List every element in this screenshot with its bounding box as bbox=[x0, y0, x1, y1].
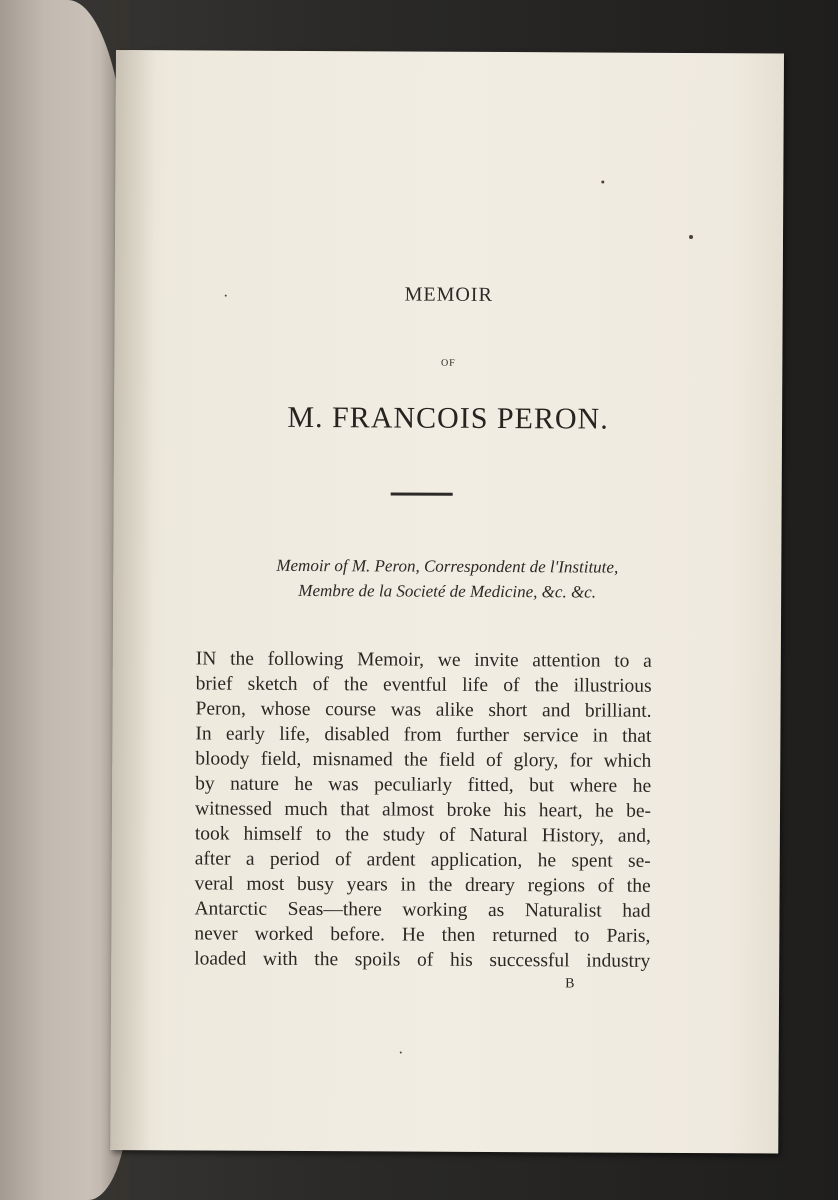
body-line: never worked before. He then returned to Paris, bbox=[194, 923, 651, 947]
signature-mark: B bbox=[565, 976, 575, 992]
body-paragraph bbox=[194, 646, 652, 973]
body-line: In early life, disabled from further service in that bbox=[195, 723, 652, 747]
body-line: IN the following Memoir, we invite attention to a bbox=[195, 648, 652, 672]
body-line: brief sketch of the eventful life of the illustrious bbox=[195, 673, 652, 697]
body-line: by nature he was peculiarly fitted, but where he bbox=[195, 773, 652, 797]
heading-name: M. FRANCOIS PERON. bbox=[287, 400, 609, 436]
body-line: after a period of ardent application, he spent se- bbox=[194, 848, 651, 872]
heading-memoir: MEMOIR bbox=[404, 283, 493, 306]
subtitle bbox=[113, 552, 781, 605]
body-line: veral most busy years in the dreary regions of the bbox=[194, 873, 651, 897]
heading-of: OF bbox=[440, 357, 456, 369]
title-rule bbox=[391, 492, 453, 495]
body-line: took himself to the study of Natural History, and, bbox=[194, 823, 651, 847]
paper-speck bbox=[689, 235, 693, 239]
body-line: Antarctic Seas—there working as Naturalist had bbox=[194, 898, 651, 922]
body-line: bloody field, misnamed the field of glory, for which bbox=[195, 748, 652, 772]
paper-speck bbox=[400, 1051, 402, 1053]
book-page bbox=[110, 50, 784, 1153]
paper-speck bbox=[225, 295, 227, 297]
body-line: Peron, whose course was alike short and brilliant. bbox=[195, 698, 652, 722]
body-line: loaded with the spoils of his successful industry bbox=[194, 948, 651, 972]
body-line: witnessed much that almost broke his heart, he be- bbox=[194, 798, 652, 822]
subtitle-line-2: Membre de la Societé de Medicine, &c. &c. bbox=[298, 580, 597, 602]
paper-speck bbox=[601, 181, 604, 184]
subtitle-line-1: Memoir of M. Peron, Correspondent de l'Institute, bbox=[276, 555, 619, 577]
